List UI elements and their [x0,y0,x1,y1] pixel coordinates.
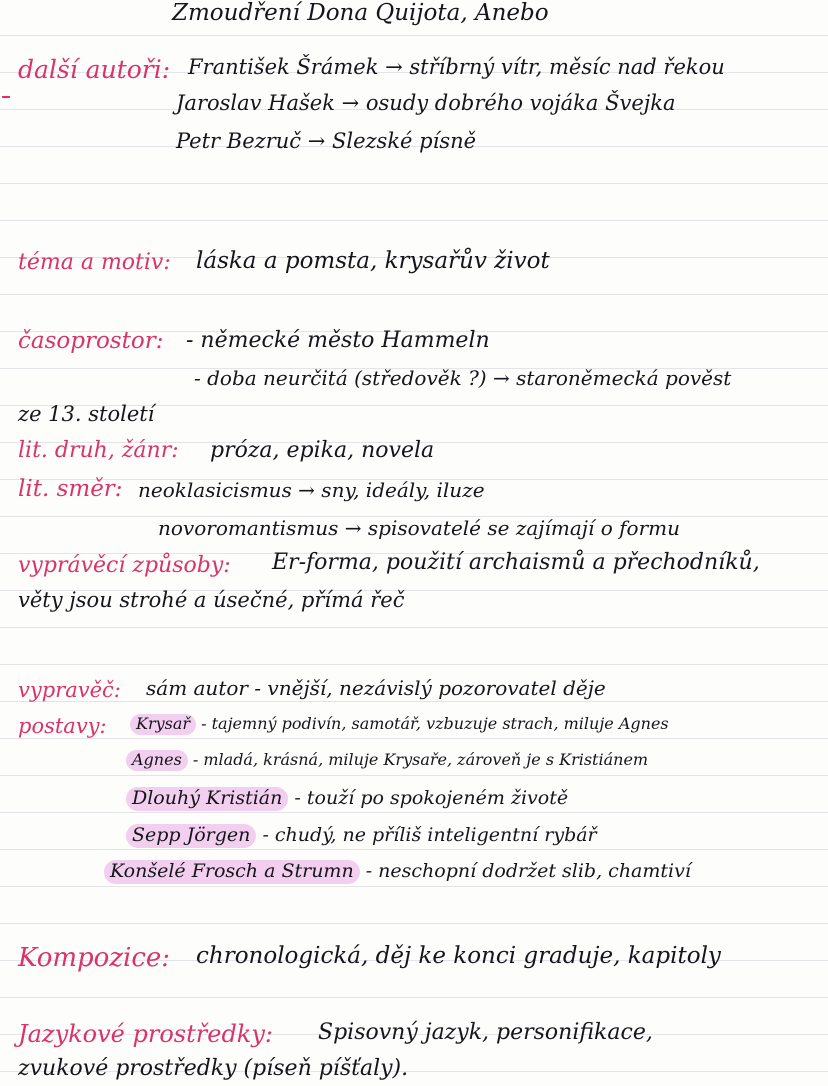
postava-desc: - touží po spokojeném životě [288,787,569,809]
postava-desc: - neschopní dodržet slib, chamtiví [359,860,691,882]
postava-desc: - mladá, krásná, miluje Krysaře, zároveň je s Kristiánem [187,750,649,769]
title-line: Zmoudření Dona Quijota, Anebo [172,0,549,26]
postava-row [132,752,648,768]
lit-smer-item-2: novoromantismus → spisovatelé se zajímají o formu [158,516,680,540]
jazykove-continuation: zvukové prostředky (píseň píšťaly). [18,1056,409,1081]
tema-label: téma a motiv: [18,250,171,275]
vypravec-label: vypravěč: [18,678,121,702]
postava-row [136,716,669,732]
lit-druh-label: lit. druh, žánr: [18,438,179,463]
postava-row [132,789,568,808]
postava-name: Agnes [126,750,188,771]
tema-text: láska a pomsta, krysařův život [196,248,550,274]
casoprostor-label: časoprostor: [18,328,164,354]
autor-item-2: Jaroslav Hašek → osudy dobrého vojáka Švejka [176,91,676,115]
postava-row [132,826,597,845]
jazykove-label: Jazykové prostředky: [18,1020,273,1048]
jazykove-text: Spisovný jazyk, personifikace, [318,1020,653,1045]
casoprostor-continuation: ze 13. století [18,402,155,426]
casoprostor-item-1: - německé město Hammeln [186,328,490,353]
vypravecske-zpusoby-label: vyprávěcí způsoby: [18,553,231,578]
postava-name: Sepp Jörgen [126,824,256,848]
kompozice-text: chronologická, děj ke konci graduje, kapitoly [196,943,721,969]
postava-desc: - tajemný podivín, samotář, vzbuzuje strach, miluje Agnes [196,714,669,733]
kompozice-label: Kompozice: [18,943,171,973]
autor-item-1: František Šrámek → stříbrný vítr, měsíc nad řekou [188,55,725,79]
vypravecske-zpusoby-continuation: věty jsou strohé a úsečné, přímá řeč [18,588,405,612]
casoprostor-item-2: - doba neurčitá (středověk ?) → staroněmecká pověst [194,366,732,390]
postava-name: Dlouhý Kristián [126,787,288,811]
postava-name: Krysař [130,714,196,735]
vypravec-text: sám autor - vnější, nezávislý pozorovatel děje [146,676,606,700]
postava-name: Konšelé Frosch a Strumn [104,860,360,884]
postavy-label: postavy: [18,714,107,738]
lit-druh-text: próza, epika, novela [210,438,435,463]
autor-item-3: Petr Bezruč → Slezské písně [176,129,477,153]
margin-dash [2,96,10,98]
dalsi-autori-label: další autoři: [18,55,171,84]
vypravecske-zpusoby-text: Er-forma, použití archaismů a přechodníků, [272,550,760,575]
postava-row [110,862,691,881]
postava-desc: - chudý, ne příliš inteligentní rybář [256,824,597,846]
lit-smer-label: lit. směr: [18,476,123,502]
lit-smer-item-1: neoklasicismus → sny, ideály, iluze [138,478,485,502]
